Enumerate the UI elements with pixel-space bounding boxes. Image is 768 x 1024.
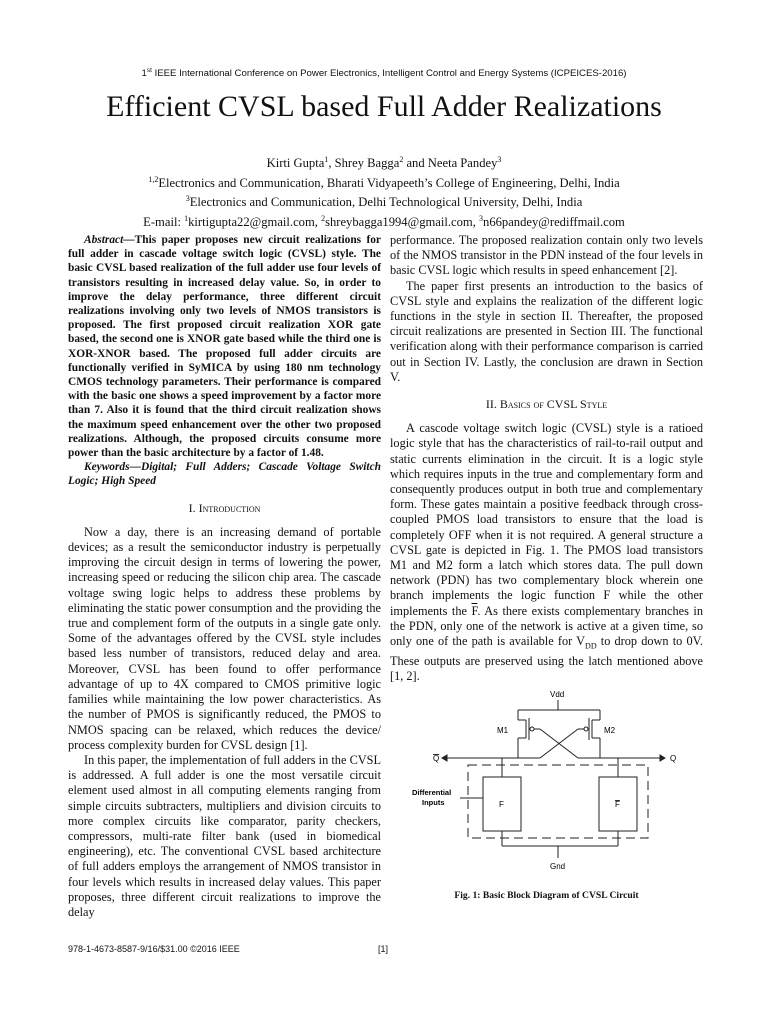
right-column: [390, 233, 703, 903]
basics-text-a: A cascode voltage switch logic (CVSL) style is a ratioed logic style that has the characteristics of rail-to-rail output and static currents elimination in the circuit. It is a logic style which requires inputs in the true and complementary form and consequently produces output in both true and complementary form. These gates maintain a positive feedback through cross-coupled PMOS load transistors to ensure that the load is completely OFF when it is not required. A general structure a CVSL gate is depicted in Fig. 1. The PMOS load transistors M1 and M2 form a latch which stores data. The pull down network (PDN) has two complementary block wherein one branch implements the logic function F while the other implements the: [390, 421, 703, 618]
abstract-text: This paper proposes new circuit realizations for full adder in cascade voltage switch logic (CVSL) style. The basic CVSL based realization of the full adder use four levels of transistors resulting in increased delay value. So, in order to improve the delay performance, three different circuit realizations involving only two levels of NMOS transistors is proposed. The first proposed circuit realization XOR gate based, the second one is XNOR gate based while the third one is XOR-XNOR based. The proposed full adder circuits are functionally verified in SyMICA by using 180 nm technology CMOS technology parameters. Their performance is compared with the basic one shows a speed improvement by a factor more than 7. Also it is found that the third circuit realization shows the maximum speed enhancement over the other two proposed realizations. Although, the proposed circuits consume more power than the basic architecture by a factor of 1.48.: [68, 234, 381, 460]
section-1-num: I.: [188, 500, 196, 515]
author-3: Neeta Pandey: [427, 156, 498, 171]
basics-text-b: . As there exists complementary branches in the PDN, only one of the network is active at a given time, so only one of the path is available for V: [390, 603, 703, 649]
keywords: [68, 460, 381, 488]
qbar-label: Q: [433, 754, 440, 764]
left-column: [68, 233, 381, 920]
section-1-heading: [68, 501, 381, 516]
author-3-sup: 3: [497, 155, 502, 164]
affiliation-1-sup: 1,2: [148, 174, 159, 184]
affiliation-1-text: Electronics and Communication, Bharati Vidyapeeth’s College of Engineering, Delhi, India: [158, 175, 620, 190]
f-left-label: F: [499, 800, 504, 810]
q-label: Q: [670, 754, 677, 764]
right-paragraph-2: The paper first presents an introduction to the basics of CVSL style and explains the realization of the different logic functions in the style in section II. Thereafter, the proposed circuit realizations are presented in Section III. The functional verification along with their performance comparison is carried out in Section IV. Lastly, the conclusion are drawn in Section V.: [390, 278, 703, 384]
email-1-sup: 1: [184, 214, 189, 224]
q-arrow: [660, 755, 665, 761]
paper-title: Efficient CVSL based Full Adder Realizations: [106, 90, 662, 123]
qbar-arrow: [442, 755, 447, 761]
section-2-title: Basics of CVSL Style: [499, 397, 608, 412]
conference-name: IEEE International Conference on Power Electronics, Intelligent Control and Energy Systems (ICPEICES-2016): [154, 68, 627, 80]
email-3-sup: 3: [479, 214, 484, 224]
basics-text-c: to drop down to 0V. These outputs are preserved using the latch mentioned above [1, 2].: [390, 634, 703, 683]
author-1: Kirti Gupta: [266, 156, 325, 171]
vdd-subscript: DD: [585, 641, 597, 651]
footer-isbn: 978-1-4673-8587-9/16/$31.00 ©2016 IEEE: [68, 944, 240, 954]
f-bar-symbol: $\overline{F}$: [471, 603, 478, 618]
section-2-heading: [390, 397, 703, 412]
conference-ordinal-sup: st: [146, 67, 152, 74]
vdd-label: Vdd: [550, 690, 565, 700]
email-link-2[interactable]: shreybagga1994@gmail.com,: [325, 215, 480, 230]
abstract: [68, 233, 381, 460]
pdn-dashed-box: [468, 765, 648, 838]
gnd-label: Gnd: [550, 862, 566, 872]
conference-header: [0, 67, 768, 79]
affiliation-1: [0, 172, 768, 192]
m2-label: M2: [604, 726, 616, 736]
keywords-text: —Digital; Full Adders; Cascade Voltage Switch Logic; High Speed: [68, 461, 381, 488]
figure-caption: Fig. 1: Basic Block Diagram of CVSL Circuit: [454, 890, 639, 902]
email-link-1[interactable]: kirtigupta22@gmail.com,: [188, 215, 322, 230]
differential-label: Differential: [412, 788, 452, 798]
section-2-num: II.: [485, 397, 497, 412]
f-right-label: F: [615, 800, 620, 810]
email-link-3[interactable]: n66pandey@rediffmail.com: [483, 215, 625, 230]
intro-paragraph-2: In this paper, the implementation of full adders in the CVSL is addressed. A full adder is one the most versatile circuit element used almost in all computing elements ranging from simple circuits subtracters, multipliers and division circuits to more complex circuits like comparator, parity checkers, compressors, multi-rate filter bank (used in biomedical engineering), etc. The conventional CVSL based architecture of full adders employs the arrangement of NMOS transistor in four levels which results in increased delay values. This paper proposes, three different circuit realizations to improve the delay: [68, 752, 381, 919]
author-block: [0, 152, 768, 231]
page-number: [1]: [378, 944, 389, 954]
intro-paragraph-1: Now a day, there is an increasing demand of portable devices; as a result the semiconductor industry is perpetually improving the circuit design in terms of lowering the power, increasing speed or reducing the silicon chip area. The cascade voltage swing logic helps to address these problems by eliminating the static power consumption and the providing the true and complement form of the outputs in a single gate only. Some of the advantages offered by the CVSL style includes based less number of transistors, reduced delay and area. Moreover, CVSL has been found to offer performance advantage of up to 4X compared to CMOS primitive logic families while maintaining the low power characteristics. As the number of PMOS is significantly reduced, the PMOS to NMOS spacing can be relaxed, which reduces the device/ process complexity burden for CVSL design [1].: [68, 524, 381, 752]
affiliation-2-sup: 3: [185, 194, 190, 204]
email-2-sup: 2: [321, 214, 326, 224]
author-2: Shrey Bagga: [334, 156, 400, 171]
basics-paragraph-1: [390, 421, 703, 684]
affiliation-2: [0, 191, 768, 211]
abstract-label: Abstract: [84, 234, 124, 246]
m2-gate-bubble: [584, 727, 588, 731]
author-names: [0, 152, 768, 172]
m1-label: M1: [497, 726, 509, 736]
author-1-sup: 1: [324, 155, 329, 164]
abstract-dash: —: [123, 234, 135, 246]
author-2-sup: 2: [399, 155, 404, 164]
author-sep-1: ,: [328, 156, 335, 171]
cvsl-block-diagram: [390, 688, 703, 888]
section-1-title: Introduction: [198, 500, 261, 515]
inputs-label: Inputs: [422, 798, 445, 808]
right-paragraph-1: performance. The proposed realization contain only two levels of the NMOS transistor in the PDN instead of the four levels in basic CVSL logic which results in speed enhancement [2].: [390, 233, 703, 278]
email-line: [0, 211, 768, 231]
m1-gate-bubble: [530, 727, 534, 731]
keywords-label: Keywords: [84, 461, 130, 474]
conference-ordinal: 1: [141, 68, 147, 80]
author-sep-2: and: [403, 156, 428, 171]
email-label: E-mail:: [143, 215, 185, 230]
cvsl-circuit-svg: [390, 688, 703, 888]
affiliation-2-text: Electronics and Communication, Delhi Technological University, Delhi, India: [189, 195, 583, 210]
